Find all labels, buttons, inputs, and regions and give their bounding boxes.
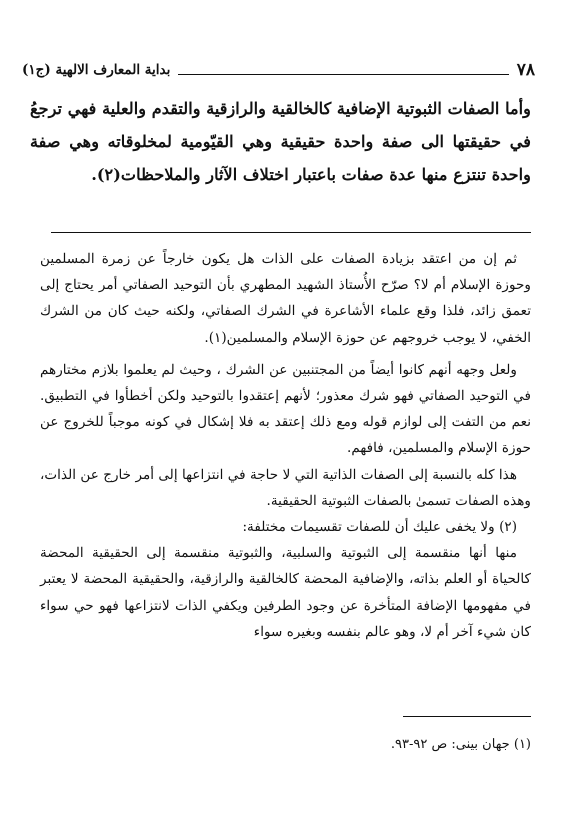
footnote: (١) جهان بينى: ص ٩٢-٩٣.: [390, 737, 531, 752]
notes-section: [40, 246, 531, 645]
note-heading: (٢) ولا يخفى عليك أن للصفات تقسيمات مختلفة:: [242, 519, 517, 536]
header-rule: [178, 74, 508, 75]
note-paragraph: هذا كله بالنسبة إلى الصفات الذاتية التي لا حاجة في انتزاعها إلى أمر خارج عن الذات، وهذه الصفات تسمىٰ بالصفات الثبوتية الحقيقية.: [40, 466, 531, 509]
page-header: [22, 58, 535, 80]
main-paragraph: وأما الصفات الثبوتية الإضافية كالخالقية والرازقية والتقدم والعلية فهي ترجعُ في حقيقتها الى صفة واحدة حقيقية وهي القيّومية لمخلوقاته وهي صفة واحدة تنتزع منها عدة صفات باعتبار اختلاف الآثار والملاحظات(٢).: [30, 99, 531, 184]
running-title: بداية المعارف الالهية (ج١): [22, 62, 171, 78]
footnote-rule: [403, 716, 531, 717]
note-paragraph: ولعل وجهه أنهم كانوا أيضاً من المجتنبين عن الشرك ، وحيث لم يعلموا بلازم مختارهم في التوحيد الصفاتي فهو شرك معذور؛ لأنهم إعتقدوا بالتوحيد ولكن أخطأوا في التطبيق. نعم من التفت إلى لوازم قوله ومع ذلك إعتقد به فلا إشكال في كونه موجباً للخروج عن حوزة الإسلام والمسلمين، فافهم.: [40, 361, 531, 457]
page-number: ٧٨: [516, 60, 535, 80]
note-paragraph: منها أنها منقسمة إلى الثبوتية والسلبية، والثبوتية منقسمة إلى الحقيقية المحضة كالحياة أو العلم بذاته، والإضافية المحضة كالخالقية والرازقية، والحقيقية المحضة لا يعتبر في مفهومها الإضافة المتأخرة عن وجود الطرفين ويكفي الذات لانتزاعها فهو حي سواء كان شيء آخر أم لا، وهو عالم بنفسه وبغيره سواء: [40, 545, 531, 640]
notes-divider: [51, 232, 531, 233]
main-text: [30, 92, 531, 191]
note-paragraph: ثم إن من اعتقد بزيادة الصفات على الذات هل يكون خارجاً عن زمرة المسلمين وحوزة الإسلام أم لا؟ صرّح الأُستاذ الشهيد المطهري بأن التوحيد الصفاتي أمر يحتاج إلى تعمق زائد، فلذا وقع علماء الأشاعرة في الشرك الصفاتي، ولكنه حيث كان من الشرك الخفي، لا يوجب خروجهم عن حوزة الإسلام والمسلمين(١).: [40, 251, 531, 346]
